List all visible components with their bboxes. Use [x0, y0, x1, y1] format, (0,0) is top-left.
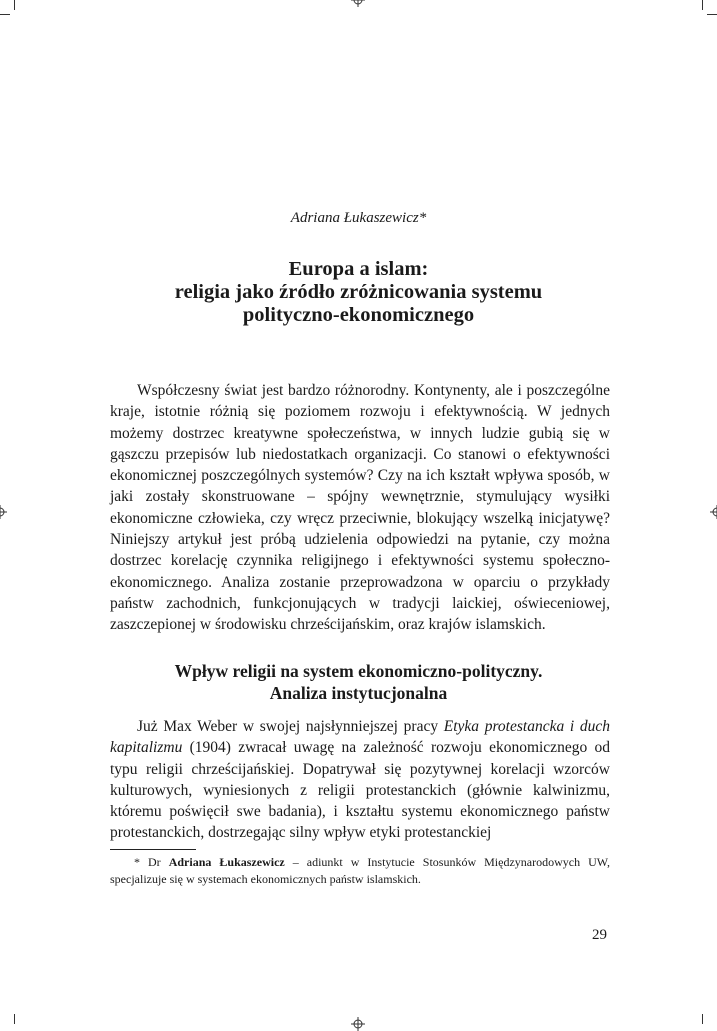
- crop-mark-bottom-left: [14, 1014, 15, 1024]
- crop-mark-right-top: [707, 14, 717, 15]
- article-title: [100, 258, 617, 327]
- abstract-text: Współczesny świat jest bardzo różnorodny. Kontynenty, ale i poszczególne kraje, istotnie różnią się poziomem rozwoju i efektywnością. W jednych możemy dostrzec kreatywne społeczeństwa, w innych ludzie gubią się w gąszczu przepisów lub niedostatkach organizacji. Co stanowi o efektywności ekonomicznej poszczególnych systemów? Czy na ich kształt wpływa sposób, w jaki zostały skonstruowane – spójny wewnętrznie, stymulujący wysiłki ekonomiczne człowieka, czy wręcz przeciwnie, blokujący wszelką inicjatywę? Niniejszy artykuł jest próbą udzielenia odpowiedzi na pytanie, czy można dostrzec korelację czynnika religijnego i efektywności systemu społeczno-ekonomicznego. Analiza zostanie przeprowadzona w oparciu o przykłady państw zachodnich, funkcjonujących w tradycji laickiej, oświeceniowej, zaszczepionej w środowisku chrześcijańskim, oraz krajów islamskich.: [110, 382, 610, 634]
- footnote-prefix: * Dr: [134, 855, 169, 869]
- abstract-paragraph: [110, 380, 610, 636]
- registration-mark-top: [351, 0, 365, 7]
- registration-mark-left: [0, 505, 7, 519]
- footnote-text: [110, 854, 610, 888]
- book-title: Etyka protestancka i duch kapitalizmu: [110, 718, 610, 757]
- title-line-1: Europa a islam:: [288, 258, 429, 280]
- section-heading-line-1: Wpływ religii na system ekonomiczno-polityczny.: [174, 661, 543, 681]
- title-line-2: religia jako źródło zróżnicowania systemu: [174, 281, 543, 303]
- author-name: Adriana Łukaszewicz*: [290, 210, 427, 226]
- registration-mark-right: [710, 505, 717, 519]
- footnote-description: – adiunkt w Instytucie Stosunków Międzynarodowych UW, specjalizuje się w systemach ekonomicznych państw islamskich.: [110, 855, 611, 886]
- body-paragraph: [110, 716, 610, 844]
- footnote-author-name: Adriana Łukaszewicz: [168, 855, 285, 869]
- body-text-start: Już Max Weber w swojej najsłynniejszej pracy: [137, 718, 444, 735]
- section-heading-line-2: Analiza instytucjonalna: [269, 683, 448, 703]
- page-number: 29: [592, 927, 607, 943]
- crop-mark-left-top: [0, 14, 10, 15]
- footnote-divider: [110, 849, 196, 850]
- section-heading: [100, 660, 617, 704]
- body-text-rest: (1904) zwracał uwagę na zależność rozwoju ekonomicznego od typu religii chrześcijańskiej. Dopatrywał się pozytywnej korelacji wzorców kulturowych, wyniesionych z religii protestanckich (głównie kalwinizmu, któremu poświęcił swe badania), i kształtu systemu ekonomicznego państw protestanckich, dostrzegając silny wpływ etyki protestanckiej: [110, 739, 610, 842]
- footnote: [110, 854, 610, 888]
- crop-mark-top-right: [702, 0, 703, 10]
- title-line-3: polityczno-ekonomicznego: [242, 304, 475, 326]
- crop-mark-top-left: [14, 0, 15, 10]
- body-text: [110, 716, 610, 844]
- crop-mark-bottom-right: [702, 1014, 703, 1024]
- registration-mark-bottom: [351, 1017, 365, 1031]
